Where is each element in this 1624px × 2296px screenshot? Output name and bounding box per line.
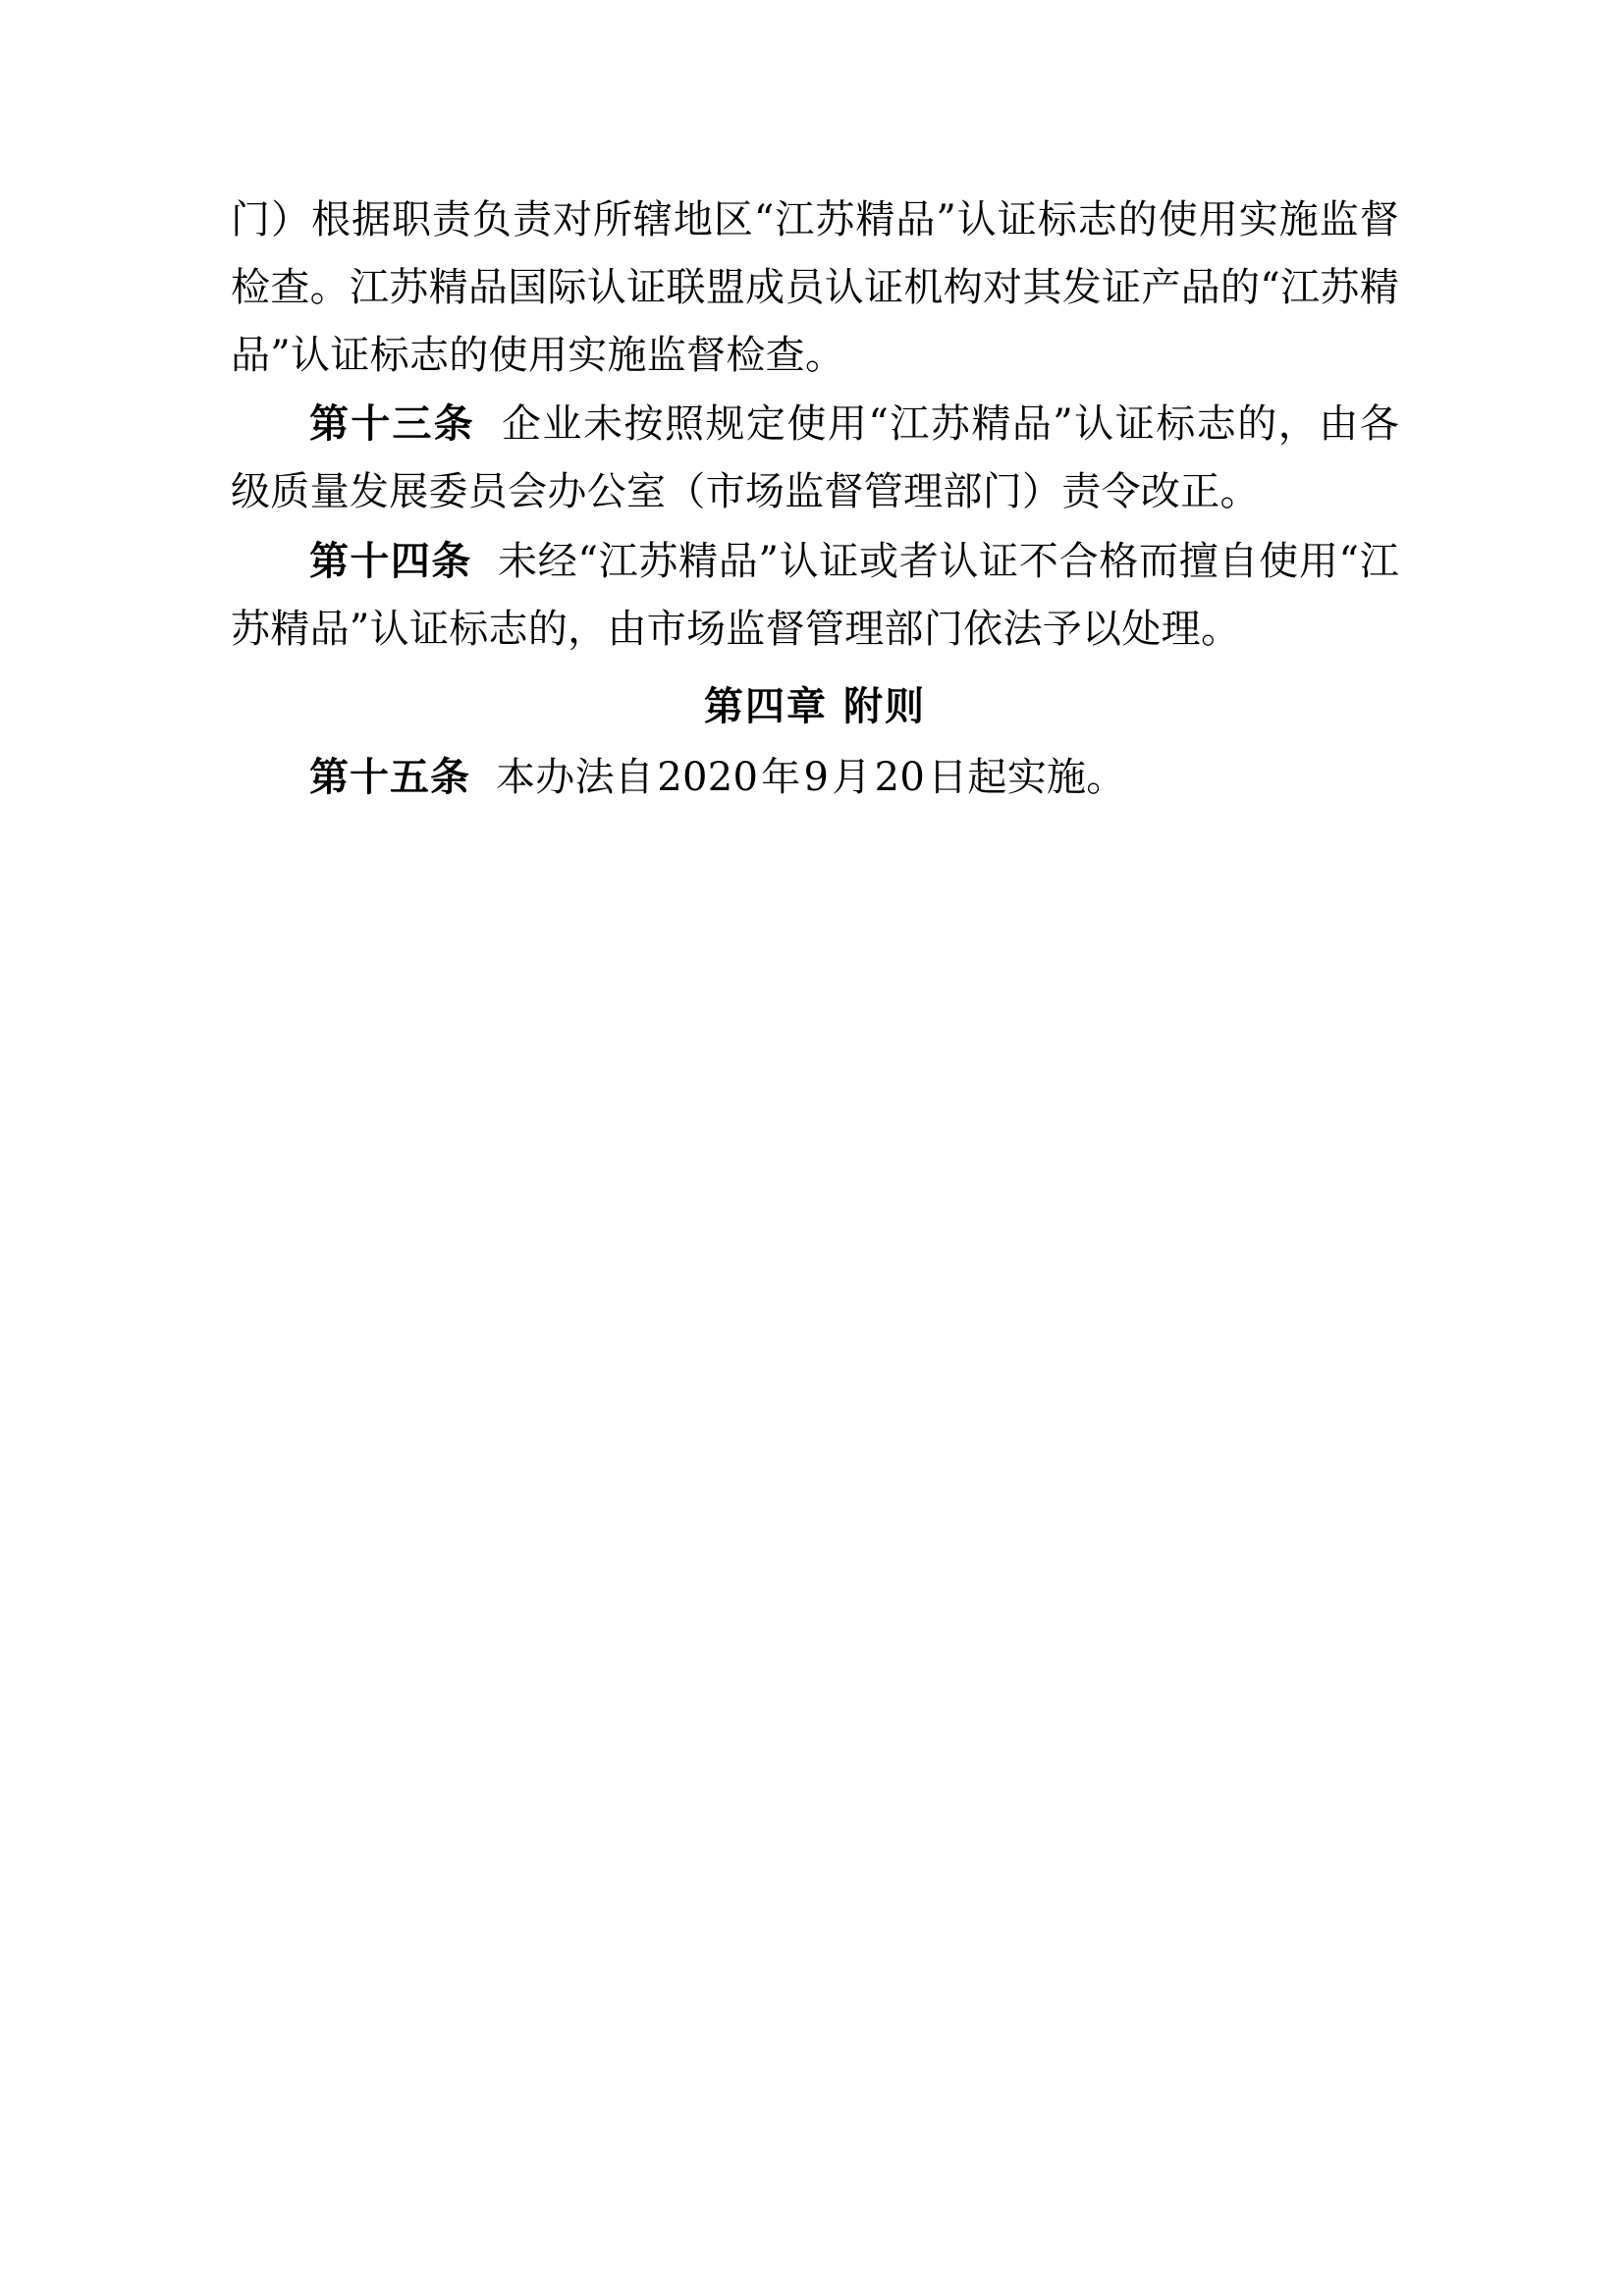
effective-day-unit: 日 xyxy=(928,755,968,801)
article-label-fourteen: 第十四条 xyxy=(309,537,472,584)
paragraph-article-twelve-continued: 门）根据职责负责对所辖地区“江苏精品”认证标志的使用实施监督检查。江苏精品国际认证联盟成员认证机构对其发证产品的“江苏精品”认证标志的使用实施监督检查。 xyxy=(231,197,1399,378)
effective-month-unit: 月 xyxy=(832,755,872,801)
effective-month: 9 xyxy=(803,755,830,801)
article-label-fifteen: 第十五条 xyxy=(309,754,470,801)
paragraph-article-thirteen xyxy=(231,391,1399,526)
document-body xyxy=(231,187,1399,812)
paragraph-article-fifteen xyxy=(231,744,1399,812)
effective-year-unit: 年 xyxy=(761,755,801,801)
article-text-thirteen: 企业未按照规定使用“江苏精品”认证标志的，由各级质量发展委员会办公室（市场监督管理部门）责令改正。 xyxy=(231,401,1399,515)
article-text-fifteen-after: 起实施。 xyxy=(967,755,1126,801)
chapter-heading: 第四章 附则 xyxy=(704,682,926,729)
paragraph-article-fourteen xyxy=(231,528,1399,664)
effective-day: 20 xyxy=(874,755,926,801)
article-text-fifteen-before: 本办法自 xyxy=(496,755,655,801)
article-text-fourteen: 未经“江苏精品”认证或者认证不合格而擅自使用“江苏精品”认证标志的，由市场监督管理部门依法予以处理。 xyxy=(231,538,1400,652)
effective-year: 2020 xyxy=(657,755,759,801)
article-label-thirteen: 第十三条 xyxy=(309,400,475,448)
